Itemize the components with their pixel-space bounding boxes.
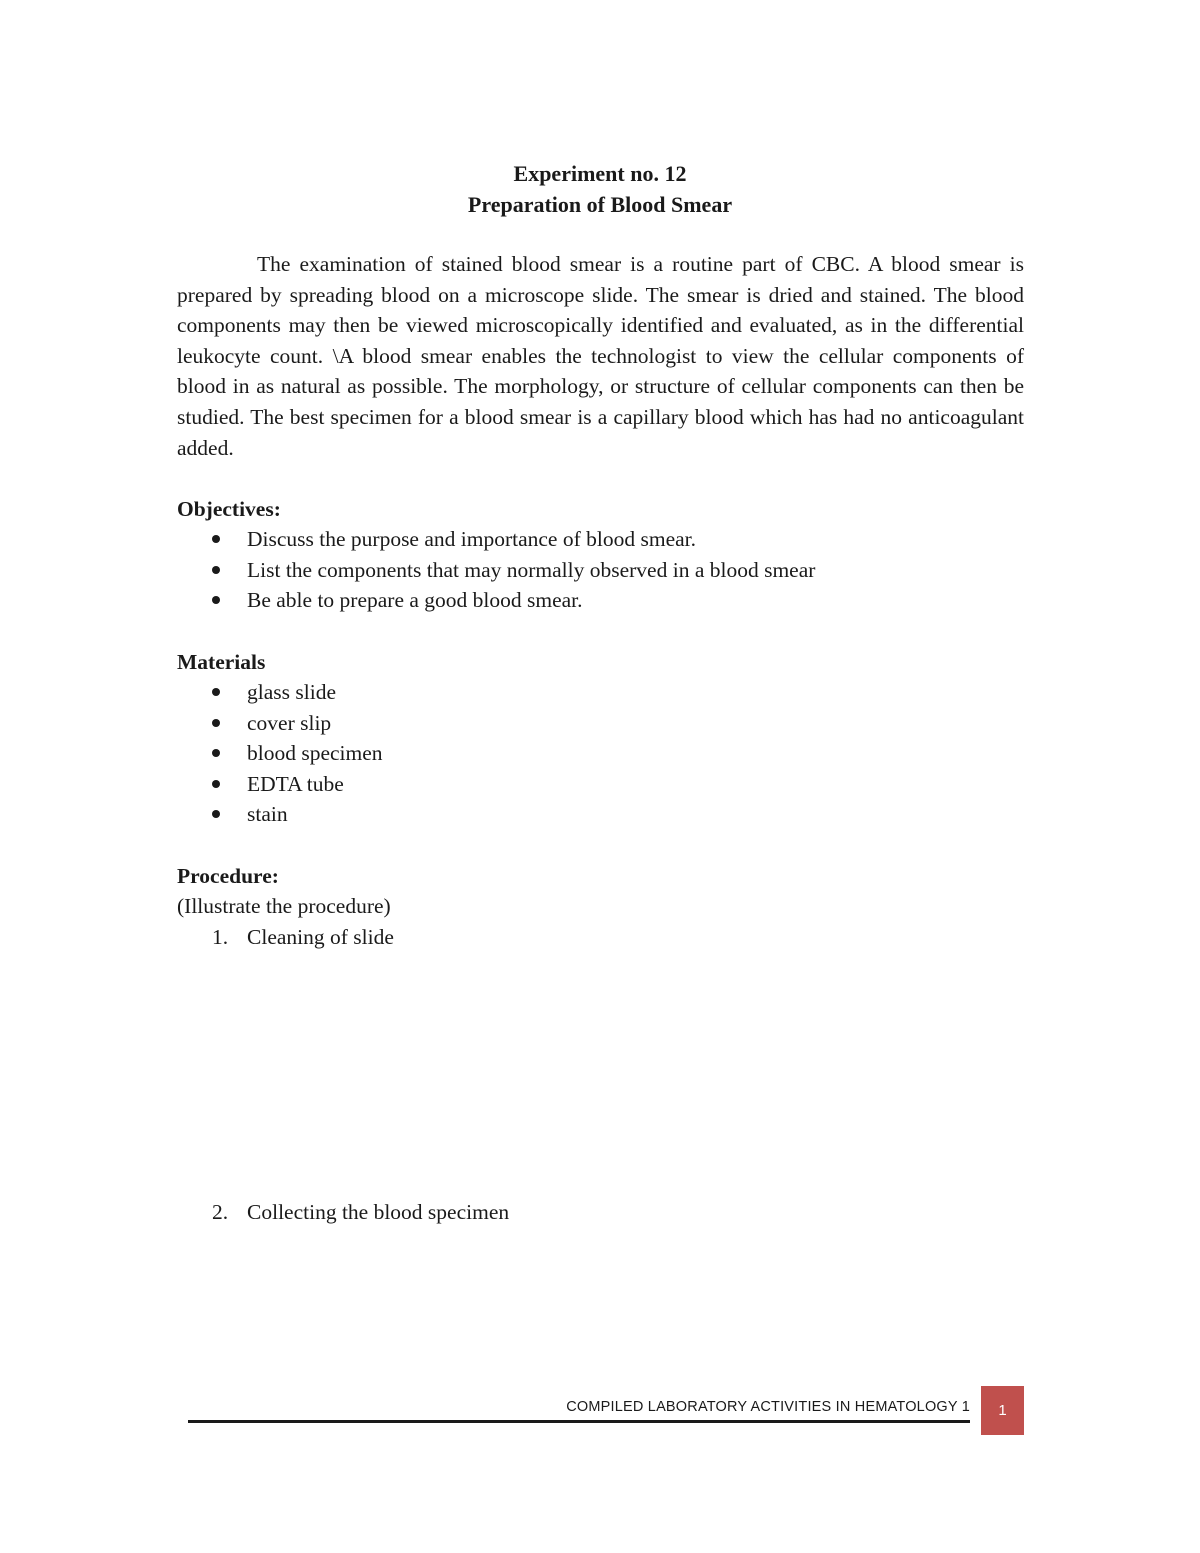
list-item: glass slide bbox=[177, 677, 383, 708]
bullet-icon bbox=[212, 780, 220, 788]
list-item: Be able to prepare a good blood smear. bbox=[177, 585, 815, 616]
bullet-icon bbox=[212, 749, 220, 757]
footer-divider bbox=[188, 1420, 970, 1423]
title-block bbox=[0, 158, 1200, 220]
bullet-icon bbox=[212, 719, 220, 727]
step-text: Collecting the blood specimen bbox=[247, 1200, 510, 1224]
list-item: stain bbox=[177, 799, 383, 830]
list-item: EDTA tube bbox=[177, 769, 383, 800]
bullet-icon bbox=[212, 688, 220, 696]
experiment-subtitle: Preparation of Blood Smear bbox=[467, 192, 733, 217]
materials-heading: Materials bbox=[177, 650, 266, 674]
page-number-badge: 1 bbox=[981, 1386, 1024, 1435]
bullet-icon bbox=[212, 596, 220, 604]
materials-list bbox=[177, 677, 383, 830]
procedure-note: (Illustrate the procedure) bbox=[177, 894, 391, 918]
list-item: cover slip bbox=[177, 708, 383, 739]
step-text: Cleaning of slide bbox=[247, 925, 394, 949]
procedure-heading: Procedure: bbox=[177, 864, 279, 888]
experiment-title: Experiment no. 12 bbox=[513, 161, 687, 186]
bullet-icon bbox=[212, 535, 220, 543]
objectives-heading: Objectives: bbox=[177, 497, 281, 521]
objectives-list bbox=[177, 524, 815, 616]
list-item: List the components that may normally observed in a blood smear bbox=[177, 555, 815, 586]
list-item: Discuss the purpose and importance of blood smear. bbox=[177, 524, 815, 555]
intro-paragraph: The examination of stained blood smear is a routine part of CBC. A blood smear is prepared by spreading blood on a microscope slide. The smear is dried and stained. The blood components may then be viewed microscopically identified and evaluated, as in the differential leukocyte count. \A blood smear enables the technologist to view the cellular components of blood in as natural as possible. The morphology, or structure of cellular components can then be studied. The best specimen for a blood smear is a capillary blood which has had no anticoagulant added. bbox=[177, 252, 1024, 460]
list-item: blood specimen bbox=[177, 738, 383, 769]
step-number: 2. bbox=[212, 1200, 229, 1224]
bullet-icon bbox=[212, 810, 220, 818]
step-number: 1. bbox=[212, 925, 229, 949]
bullet-icon bbox=[212, 566, 220, 574]
footer-text: COMPILED LABORATORY ACTIVITIES IN HEMATOLOGY 1 bbox=[566, 1399, 970, 1415]
